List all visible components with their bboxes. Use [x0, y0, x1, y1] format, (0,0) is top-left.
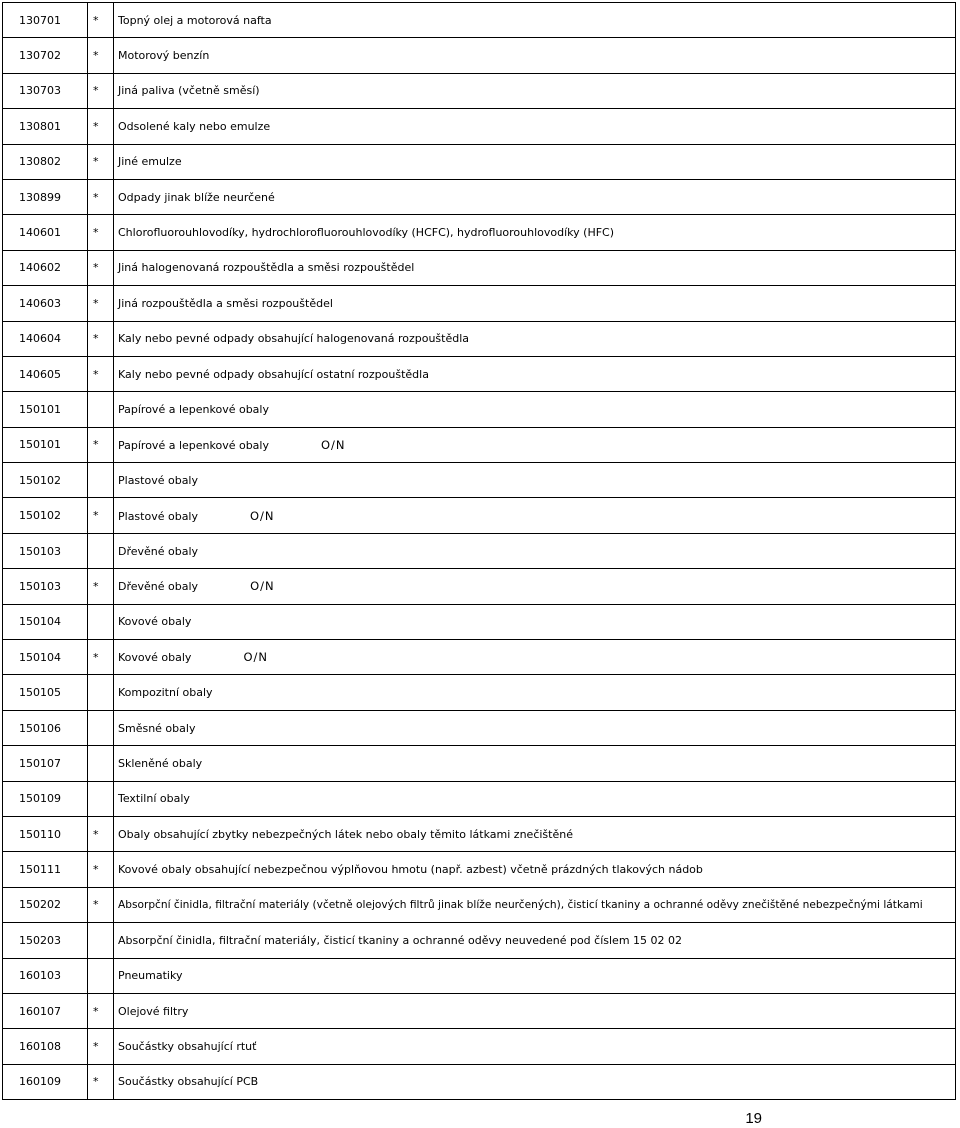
waste-code-cell: 160107 [3, 993, 88, 1028]
waste-description: Olejové filtry [118, 1004, 189, 1018]
hazard-marker-cell: * [88, 852, 114, 887]
hazard-marker-cell: * [88, 640, 114, 675]
table-row [3, 923, 956, 958]
hazard-marker-cell [88, 923, 114, 958]
waste-description-cell [114, 923, 956, 958]
waste-description-cell [114, 746, 956, 781]
waste-code-cell: 150202 [3, 887, 88, 922]
waste-code-cell: 140601 [3, 215, 88, 250]
waste-description-cell [114, 427, 956, 462]
waste-code-cell: 130802 [3, 144, 88, 179]
waste-description: Plastové obaly [118, 473, 198, 487]
waste-description-cell [114, 569, 956, 604]
hazard-marker-cell: * [88, 321, 114, 356]
waste-description: Textilní obaly [118, 792, 190, 806]
category-mark: O/N [250, 508, 275, 523]
waste-description: Kaly nebo pevné odpady obsahující halogenovaná rozpouštědla [118, 332, 470, 346]
waste-code-cell: 150101 [3, 427, 88, 462]
hazard-marker-cell [88, 533, 114, 568]
hazard-marker-cell: * [88, 1064, 114, 1099]
table-row [3, 710, 956, 745]
waste-description-cell [114, 392, 956, 427]
waste-description-cell [114, 73, 956, 108]
hazard-marker-cell: * [88, 887, 114, 922]
waste-code-cell: 140604 [3, 321, 88, 356]
waste-description-cell [114, 710, 956, 745]
waste-description-cell [114, 958, 956, 993]
category-mark: O/N [321, 437, 346, 452]
waste-code-cell: 130703 [3, 73, 88, 108]
hazard-marker-cell: * [88, 993, 114, 1028]
hazard-marker-cell: * [88, 356, 114, 391]
table-row [3, 73, 956, 108]
table-row [3, 321, 956, 356]
waste-description-cell [114, 533, 956, 568]
table-row [3, 993, 956, 1028]
waste-code-cell: 160108 [3, 1029, 88, 1064]
waste-code-cell: 150104 [3, 604, 88, 639]
hazard-marker-cell: * [88, 250, 114, 285]
waste-code-cell: 150106 [3, 710, 88, 745]
table-row [3, 356, 956, 391]
waste-description: Jiné emulze [118, 155, 182, 169]
waste-description-cell [114, 1029, 956, 1064]
table-row [3, 463, 956, 498]
waste-code-cell: 150109 [3, 781, 88, 816]
hazard-marker-cell [88, 958, 114, 993]
waste-description: Kovové obaly [118, 651, 192, 665]
waste-code-cell: 160109 [3, 1064, 88, 1099]
table-row [3, 533, 956, 568]
waste-description-cell [114, 215, 956, 250]
waste-code-cell: 130801 [3, 109, 88, 144]
waste-code-cell: 160103 [3, 958, 88, 993]
waste-description: Kovové obaly [118, 615, 192, 629]
hazard-marker-cell: * [88, 73, 114, 108]
hazard-marker-cell [88, 392, 114, 427]
hazard-marker-cell: * [88, 38, 114, 73]
waste-code-cell: 150105 [3, 675, 88, 710]
waste-code-cell: 150101 [3, 392, 88, 427]
waste-description: Odsolené kaly nebo emulze [118, 119, 271, 133]
table-row [3, 781, 956, 816]
hazard-marker-cell: * [88, 816, 114, 851]
table-row [3, 392, 956, 427]
waste-table-body [3, 3, 956, 1100]
page-number: 19 [745, 1110, 762, 1127]
waste-description-cell [114, 640, 956, 675]
waste-description: Součástky obsahující rtuť [118, 1040, 257, 1054]
waste-description: Topný olej a motorová nafta [118, 13, 272, 27]
table-row [3, 958, 956, 993]
table-row [3, 498, 956, 533]
waste-description-cell [114, 356, 956, 391]
waste-description-cell [114, 852, 956, 887]
waste-code-cell: 130701 [3, 3, 88, 38]
waste-code-cell: 130702 [3, 38, 88, 73]
waste-description: Pneumatiky [118, 969, 183, 983]
table-row [3, 109, 956, 144]
hazard-marker-cell: * [88, 569, 114, 604]
waste-description: Papírové a lepenkové obaly [118, 402, 269, 416]
waste-description: Chlorofluorouhlovodíky, hydrochlorofluorouhlovodíky (HCFC), hydrofluorouhlovodíky (HFC) [118, 226, 615, 240]
waste-description-cell [114, 321, 956, 356]
waste-code-cell: 150104 [3, 640, 88, 675]
table-row [3, 816, 956, 851]
waste-code-cell: 150111 [3, 852, 88, 887]
waste-description-cell [114, 250, 956, 285]
waste-description: Jiná paliva (včetně směsí) [118, 84, 260, 98]
table-row [3, 887, 956, 922]
waste-description-cell [114, 993, 956, 1028]
waste-description-cell [114, 816, 956, 851]
waste-description-cell [114, 286, 956, 321]
table-row [3, 640, 956, 675]
table-row [3, 179, 956, 214]
hazard-marker-cell: * [88, 109, 114, 144]
waste-code-cell: 130899 [3, 179, 88, 214]
waste-description-cell [114, 604, 956, 639]
waste-description: Jiná halogenovaná rozpouštědla a směsi rozpouštědel [118, 261, 415, 275]
waste-description: Jiná rozpouštědla a směsi rozpouštědel [118, 296, 333, 310]
hazard-marker-cell: * [88, 3, 114, 38]
waste-description: Směsné obaly [118, 721, 196, 735]
waste-description-cell [114, 781, 956, 816]
waste-code-cell: 140602 [3, 250, 88, 285]
waste-description: Absorpční činidla, filtrační materiály, čisticí tkaniny a ochranné oděvy neuvedené pod číslem 15 02 02 [118, 933, 683, 947]
waste-description: Kompozitní obaly [118, 686, 213, 700]
category-mark: O/N [250, 579, 275, 594]
hazard-marker-cell: * [88, 498, 114, 533]
table-row [3, 675, 956, 710]
table-row [3, 852, 956, 887]
hazard-marker-cell: * [88, 179, 114, 214]
table-row [3, 250, 956, 285]
waste-description: Dřevěné obaly [118, 544, 199, 558]
waste-code-cell: 150102 [3, 498, 88, 533]
hazard-marker-cell [88, 463, 114, 498]
waste-description-cell [114, 109, 956, 144]
waste-description: Kaly nebo pevné odpady obsahující ostatní rozpouštědla [118, 367, 429, 381]
waste-code-cell: 140603 [3, 286, 88, 321]
hazard-marker-cell: * [88, 144, 114, 179]
waste-code-cell: 150110 [3, 816, 88, 851]
waste-catalogue-table [2, 2, 956, 1100]
waste-description: Skleněné obaly [118, 756, 203, 770]
table-row [3, 1029, 956, 1064]
table-row [3, 1064, 956, 1099]
waste-description: Kovové obaly obsahující nebezpečnou výplňovou hmotu (např. azbest) včetně prázdných tlakových nádob [118, 863, 703, 877]
hazard-marker-cell: * [88, 215, 114, 250]
waste-code-cell: 150203 [3, 923, 88, 958]
table-row [3, 604, 956, 639]
table-row [3, 3, 956, 38]
waste-code-cell: 150102 [3, 463, 88, 498]
hazard-marker-cell [88, 604, 114, 639]
waste-description-cell [114, 498, 956, 533]
waste-code-cell: 150103 [3, 569, 88, 604]
waste-code-cell: 150107 [3, 746, 88, 781]
waste-description: Odpady jinak blíže neurčené [118, 190, 275, 204]
waste-description: Papírové a lepenkové obaly [118, 438, 269, 452]
table-row [3, 215, 956, 250]
waste-description: Součástky obsahující PCB [118, 1075, 259, 1089]
table-row [3, 144, 956, 179]
table-row [3, 427, 956, 462]
waste-description-cell [114, 38, 956, 73]
waste-description-cell [114, 463, 956, 498]
table-row [3, 286, 956, 321]
waste-description-cell [114, 144, 956, 179]
waste-description-cell [114, 887, 956, 922]
waste-description: Dřevěné obaly [118, 580, 199, 594]
waste-description: Obaly obsahující zbytky nebezpečných látek nebo obaly těmito látkami znečištěné [118, 827, 573, 841]
waste-code-cell: 150103 [3, 533, 88, 568]
hazard-marker-cell [88, 746, 114, 781]
waste-description: Plastové obaly [118, 509, 198, 523]
table-row [3, 569, 956, 604]
hazard-marker-cell [88, 675, 114, 710]
waste-description: Motorový benzín [118, 49, 210, 63]
waste-code-cell: 140605 [3, 356, 88, 391]
hazard-marker-cell [88, 710, 114, 745]
waste-description-cell [114, 179, 956, 214]
waste-description-cell [114, 3, 956, 38]
hazard-marker-cell: * [88, 286, 114, 321]
hazard-marker-cell: * [88, 1029, 114, 1064]
waste-description-cell [114, 675, 956, 710]
hazard-marker-cell [88, 781, 114, 816]
table-row [3, 38, 956, 73]
hazard-marker-cell: * [88, 427, 114, 462]
category-mark: O/N [243, 650, 268, 665]
waste-description-cell [114, 1064, 956, 1099]
waste-description: Absorpční činidla, filtrační materiály (včetně olejových filtrů jinak blíže neurčených), čisticí tkaniny a ochranné oděvy znečištěné nebezpečnými látkami [118, 899, 923, 912]
table-row [3, 746, 956, 781]
